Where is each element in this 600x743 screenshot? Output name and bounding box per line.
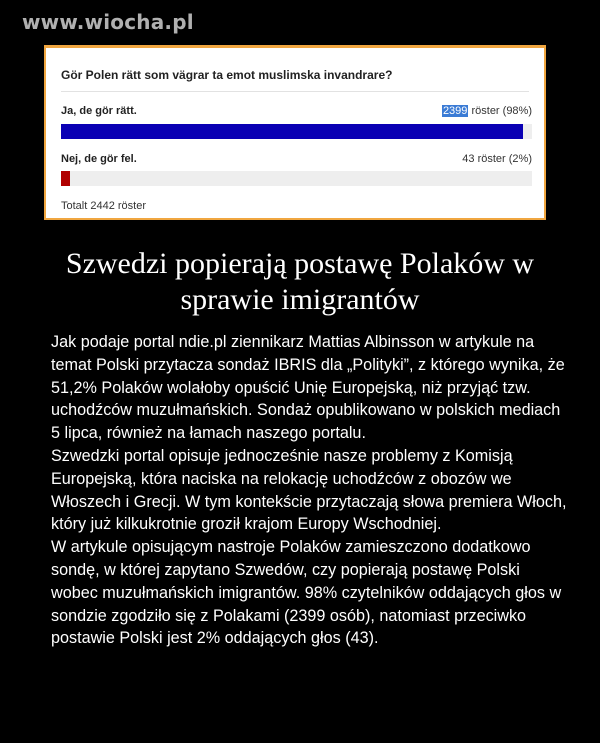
article-paragraph: W artykule opisującym nastroje Polaków zamieszczono dodatkowo sondę, w której zapytano Szwedów, czy popierają postawę Polski wobec muzułmańskich imigrantów. 98% czytelników oddających głos w sondzie zgodziło się z Polakami (2399 osób), natomiast przeciwko postawie Polski jest 2% oddających głos (43).	[51, 538, 562, 648]
poll-option-no-bar-fill	[61, 171, 70, 186]
poll-total: Totalt 2442 röster	[61, 200, 146, 212]
site-watermark: www.wiocha.pl	[22, 10, 194, 34]
poll-option-no-votes	[462, 153, 532, 165]
article-paragraph: Jak podaje portal ndie.pl ziennikarz Mattias Albinsson w artykule na temat Polski przytacza sondaż IBRIS dla „Polityki”, z którego wynika, że 51,2% Polaków wolałoby opuścić Unię Europejską, niż przyjąć tzw. uchodźców muzułmańskich. Sondaż opublikowano w polskich mediach 5 lipca, również na łamach naszego portalu.	[51, 333, 565, 443]
poll-option-yes-bar-track	[61, 124, 532, 139]
poll-option-no-label: Nej, de gör fel.	[61, 153, 137, 165]
poll-option-no-count: 43	[462, 153, 475, 165]
poll-option-yes-suffix: röster (98%)	[468, 105, 532, 117]
poll-option-yes-count: 2399	[442, 105, 468, 117]
poll-question: Gör Polen rätt som vägrar ta emot muslimska invandrare?	[61, 68, 393, 82]
poll-screenshot	[44, 45, 546, 220]
poll-option-yes-bar-fill	[61, 124, 523, 139]
poll-divider	[61, 91, 529, 92]
article-paragraph: Szwedzki portal opisuje jednocześnie nasze problemy z Komisją Europejską, która naciska na relokację uchodźców z obozów we Włoszech i Grecji. W tym kontekście przytaczają słowa premiera Włoch, który już kilkukrotnie groził krajom Europy Wschodniej.	[51, 446, 567, 534]
poll-option-no-bar-track	[61, 171, 532, 186]
headline: Szwedzi popierają postawę Polaków w sprawie imigrantów	[65, 247, 535, 316]
article-body	[51, 331, 571, 650]
poll-option-yes-votes	[442, 105, 532, 117]
poll-option-no-suffix: röster (2%)	[474, 153, 532, 165]
poll-option-yes-label: Ja, de gör rätt.	[61, 105, 137, 117]
